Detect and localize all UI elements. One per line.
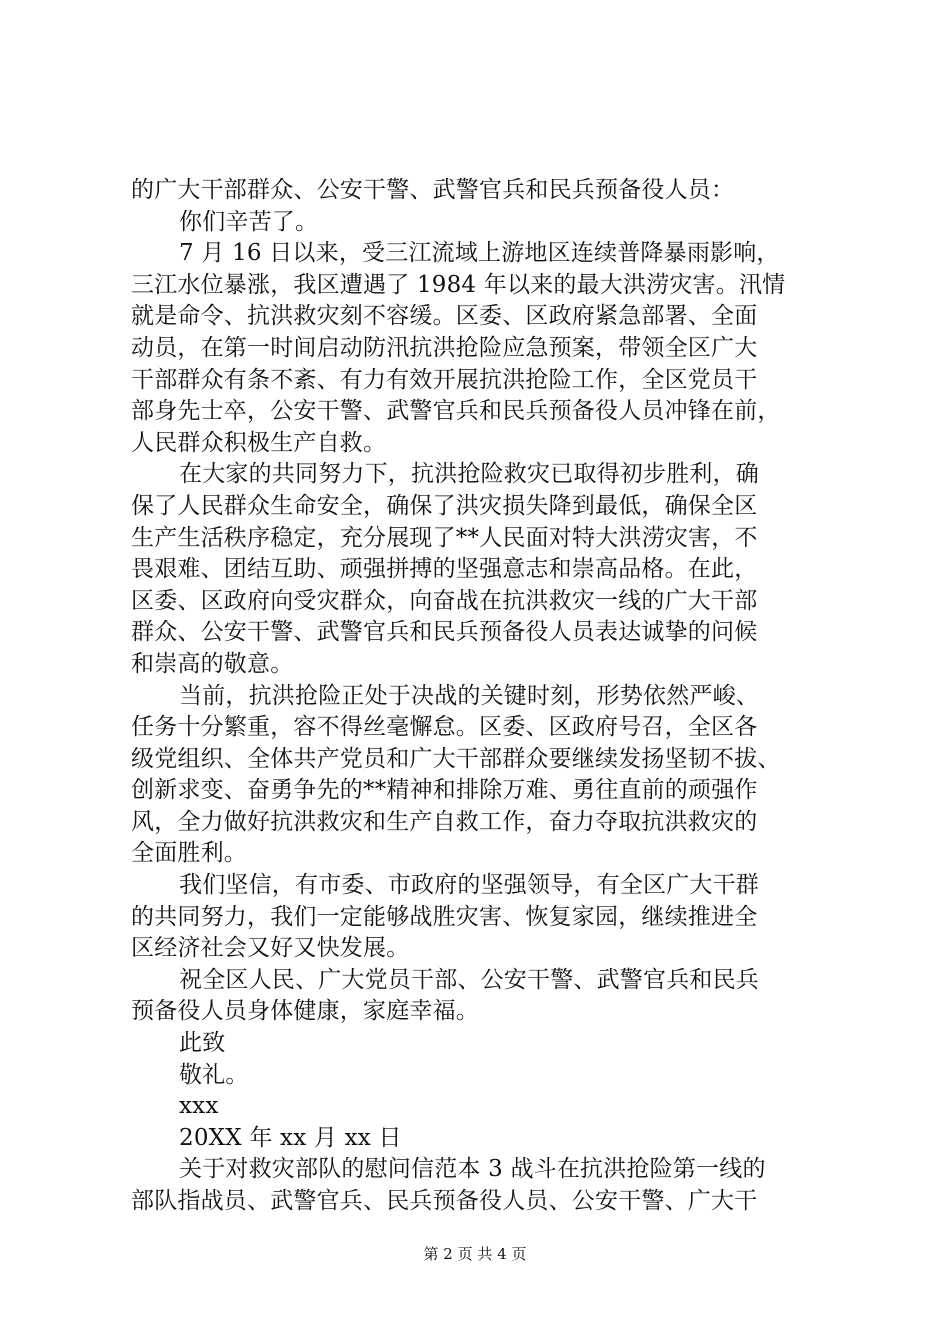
text-line: 部身先士卒，公安干警、武警官兵和民兵预备役人员冲锋在前， [131, 398, 781, 425]
text-line: 动员，在第一时间启动防汛抗洪抢险应急预案，带领全区广大 [131, 334, 758, 361]
text-line: 创新求变、奋勇争先的**精神和排除万难、勇往直前的顽强作 [131, 777, 758, 804]
text-line: 生产生活秩序稳定，充分展现了**人民面对特大洪涝灾害，不 [131, 524, 758, 551]
text-line: 20XX 年 xx 月 xx 日 [179, 1124, 402, 1151]
text-line: xxx [179, 1093, 219, 1120]
text-line: 预备役人员身体健康，家庭幸福。 [131, 998, 479, 1025]
text-line: 在大家的共同努力下，抗洪抢险救灾已取得初步胜利，确 [179, 461, 759, 488]
text-line: 敬礼。 [179, 1061, 249, 1088]
text-line: 级党组织、全体共产党员和广大干部群众要继续发扬坚韧不拔、 [131, 745, 781, 772]
text-line: 7 月 16 日以来，受三江流域上游地区连续普降暴雨影响， [179, 240, 780, 267]
text-line: 干部群众有条不紊、有力有效开展抗洪抢险工作，全区党员干 [131, 366, 758, 393]
text-line: 关于对救灾部队的慰问信范本 3 战斗在抗洪抢险第一线的 [179, 1156, 766, 1183]
page-footer [0, 1244, 950, 1264]
text-line: 的广大干部群众、公安干警、武警官兵和民兵预备役人员： [131, 177, 735, 203]
text-line: 畏艰难、团结互助、顽强拼搏的坚强意志和崇高品格。在此， [131, 556, 758, 583]
text-line: 我们坚信，有市委、市政府的坚强领导，有全区广大干群 [179, 872, 759, 899]
text-line: 任务十分繁重，容不得丝毫懈怠。区委、区政府号召，全区各 [131, 714, 758, 741]
page-number: 第 2 页 共 4 页 [423, 1245, 527, 1263]
text-line: 群众、公安干警、武警官兵和民兵预备役人员表达诚挚的问候 [131, 619, 758, 646]
text-line: 区委、区政府向受灾群众，向奋战在抗洪救灾一线的广大干部 [131, 587, 758, 614]
text-line: 当前，抗洪抢险正处于决战的关键时刻，形势依然严峻、 [179, 682, 759, 709]
text-line: 风，全力做好抗洪救灾和生产自救工作，奋力夺取抗洪救灾的 [131, 808, 758, 835]
document-body [131, 175, 831, 1218]
text-line: 全面胜利。 [131, 840, 247, 867]
text-line: 区经济社会又好又快发展。 [131, 935, 410, 962]
text-line: 三江水位暴涨，我区遭遇了 1984 年以来的最大洪涝灾害。汛情 [131, 271, 786, 298]
text-line: 人民群众积极生产自救。 [131, 429, 387, 456]
text-line: 的共同努力，我们一定能够战胜灾害、恢复家园，继续推进全 [131, 903, 758, 930]
text-line: 此致 [179, 1030, 226, 1057]
text-line: 祝全区人民、广大党员干部、公安干警、武警官兵和民兵 [179, 966, 759, 993]
text-line: 你们辛苦了。 [179, 208, 319, 235]
text-line: 和崇高的敬意。 [131, 650, 294, 677]
text-line: 保了人民群众生命安全，确保了洪灾损失降到最低，确保全区 [131, 492, 758, 519]
text-line: 就是命令、抗洪救灾刻不容缓。区委、区政府紧急部署、全面 [131, 303, 758, 330]
text-line: 部队指战员、武警官兵、民兵预备役人员、公安干警、广大干 [131, 1188, 758, 1214]
